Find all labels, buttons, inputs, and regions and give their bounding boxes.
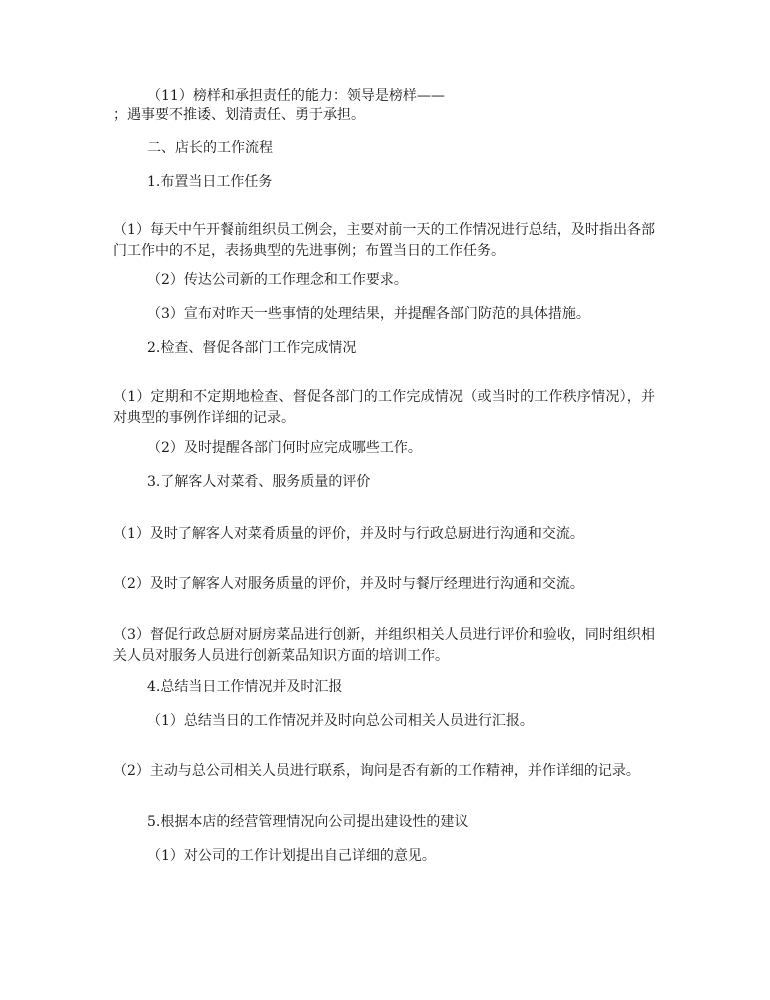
step-1-item-2: （2）传达公司新的工作理念和工作要求。 (147, 272, 408, 288)
step-2-heading: 2.检查、督促各部门工作完成情况 (147, 340, 357, 356)
step-5-heading: 5.根据本店的经营管理情况向公司提出建设性的建议 (147, 814, 469, 830)
section-heading: 二、店长的工作流程 (147, 140, 273, 156)
item-11-line-1: （11）榜样和承担责任的能力：领导是榜样—— (147, 88, 445, 104)
step-3-heading: 3.了解客人对菜肴、服务质量的评价 (147, 474, 371, 490)
item-11-line-2: ；遇事要不推诿、划清责任、勇于承担。 (113, 107, 365, 123)
step-3-item-2: （2）及时了解客人对服务质量的评价，并及时与餐厅经理进行沟通和交流。 (113, 576, 584, 592)
step-2-item-2: （2）及时提醒各部门何时应完成哪些工作。 (147, 440, 422, 456)
step-2-item-1: （1）定期和不定期地检查、督促各部门的工作完成情况（或当时的工作秩序情况），并对典型的事例作详细的记录。 (113, 389, 655, 426)
step-4-item-1: （1）总结当日的工作情况并及时向总公司相关人员进行汇报。 (147, 713, 534, 729)
step-3-item-1: （1）及时了解客人对菜肴质量的评价，并及时与行政总厨进行沟通和交流。 (113, 526, 584, 542)
step-1-item-1: （1）每天中午开餐前组织员工例会，主要对前一天的工作情况进行总结，及时指出各部门工作中的不足，表扬典型的先进事例；布置当日的工作任务。 (113, 222, 655, 259)
step-1-item-3: （3）宣布对昨天一些事情的处理结果，并提醒各部门防范的具体措施。 (147, 306, 590, 322)
step-1-heading: 1.布置当日工作任务 (147, 174, 273, 190)
step-4-heading: 4.总结当日工作情况并及时汇报 (147, 679, 343, 695)
step-5-item-1: （1）对公司的工作计划提出自己详细的意见。 (147, 848, 436, 864)
step-4-item-2: （2）主动与总公司相关人员进行联系，询问是否有新的工作精神，并作详细的记录。 (113, 763, 640, 779)
step-3-item-3: （3）督促行政总厨对厨房菜品进行创新，并组织相关人员进行评价和验收，同时组织相关人员对服务人员进行创新菜品知识方面的培训工作。 (113, 627, 655, 664)
